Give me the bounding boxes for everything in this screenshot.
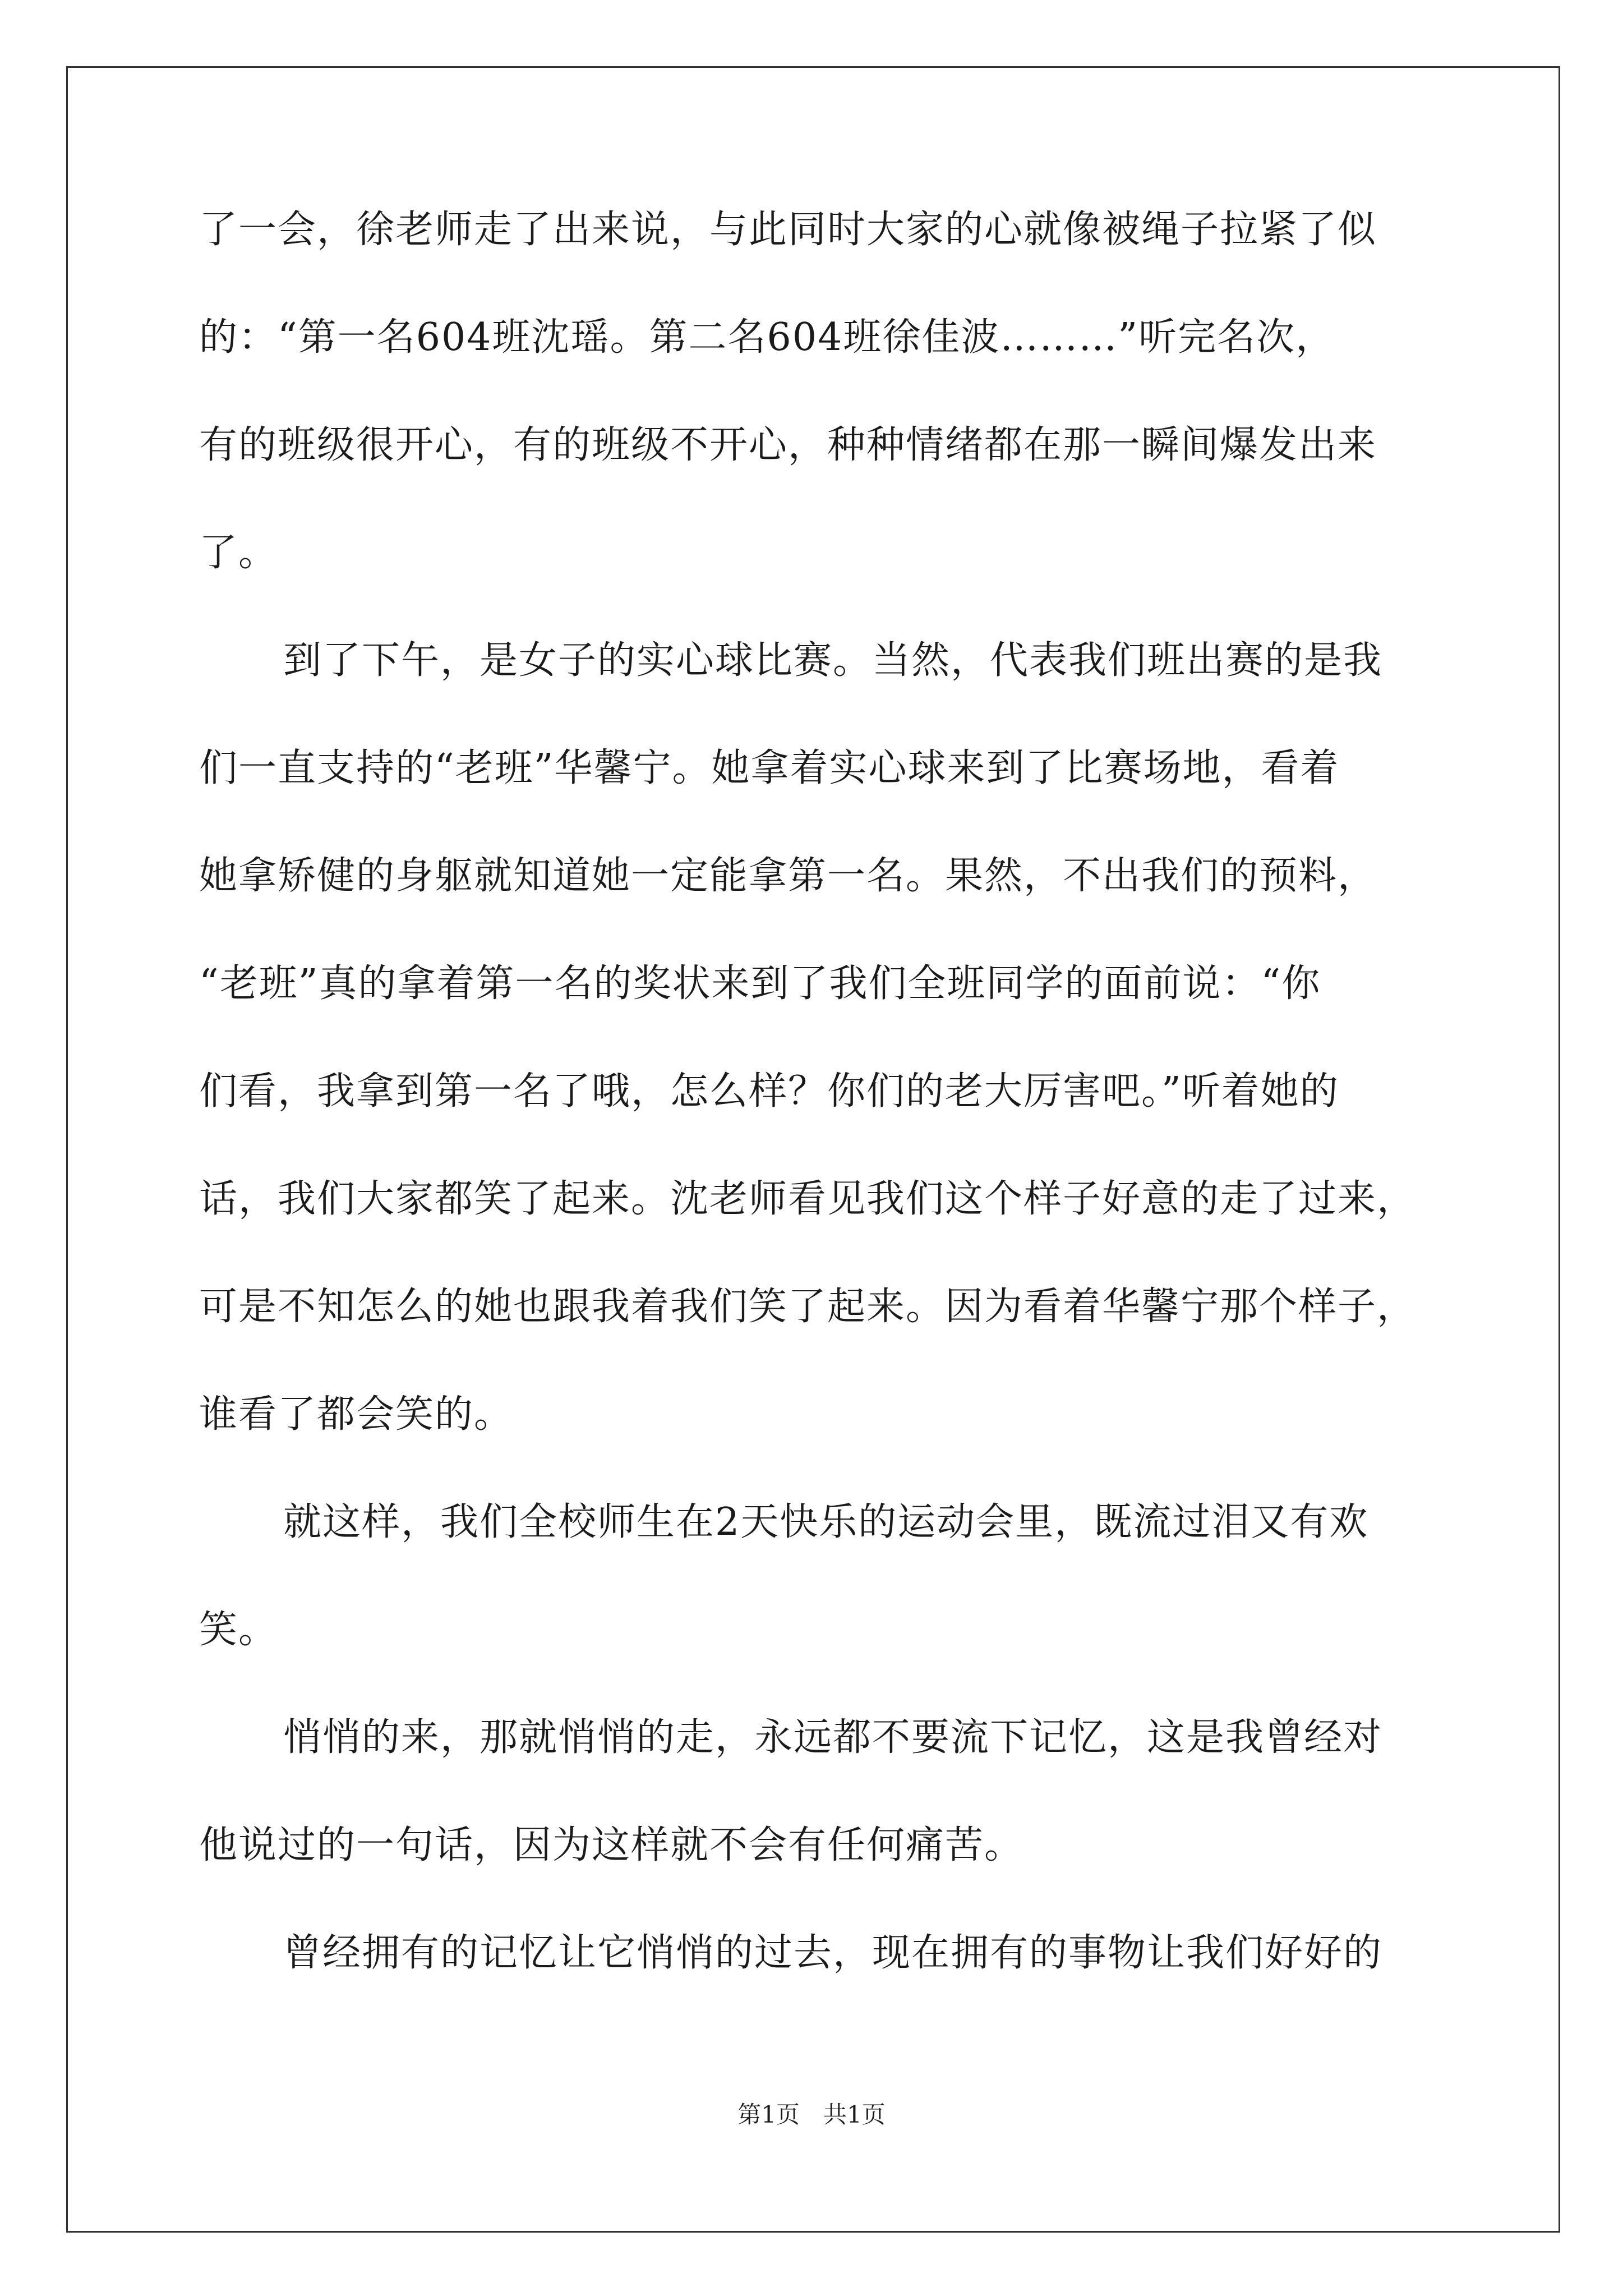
text-line: 有的班级很开心，有的班级不开心，种种情绪都在那一瞬间爆发出来 <box>199 423 1377 467</box>
text-line: 可是不知怎么的她也跟我着我们笑了起来。因为看着华馨宁那个样子， <box>199 1285 1417 1329</box>
text-line: 曾经拥有的记忆让它悄悄的过去，现在拥有的事物让我们好好的 <box>283 1931 1383 1975</box>
text-line: “老班”真的拿着第一名的奖状来到了我们全班同学的面前说：“你 <box>199 961 1321 1006</box>
text-line: 了一会，徐老师走了出来说，与此同时大家的心就像被绳子拉紧了似 <box>199 208 1377 252</box>
text-line: 她拿矫健的身躯就知道她一定能拿第一名。果然，不出我们的预料， <box>199 854 1377 898</box>
text-line: 们看，我拿到第一名了哦，怎么样？你们的老大厉害吧。”听着她的 <box>199 1069 1339 1114</box>
text-line: 就这样，我们全校师生在2天快乐的运动会里，既流过泪又有欢 <box>283 1500 1369 1544</box>
text-line: 悄悄的来，那就悄悄的走，永远都不要流下记忆，这是我曾经对 <box>283 1715 1383 1760</box>
text-line: 笑。 <box>199 1608 278 1652</box>
text-line: 话，我们大家都笑了起来。沈老师看见我们这个样子好意的走了过来， <box>199 1177 1417 1221</box>
text-line: 们一直支持的“老班”华馨宁。她拿着实心球来到了比赛场地，看着 <box>199 746 1340 790</box>
text-line: 了。 <box>199 531 278 575</box>
text-line: 谁看了都会笑的。 <box>199 1392 514 1437</box>
text-line: 的：“第一名604班沈瑶。第二名604班徐佳波………”听完名次， <box>199 315 1335 360</box>
text-line: 他说过的一句话，因为这样就不会有任何痛苦。 <box>199 1823 1024 1867</box>
page-border <box>66 66 1560 2233</box>
text-line: 到了下午，是女子的实心球比赛。当然，代表我们班出赛的是我 <box>283 638 1383 683</box>
page-footer: 第1页 共1页 <box>737 2101 886 2128</box>
